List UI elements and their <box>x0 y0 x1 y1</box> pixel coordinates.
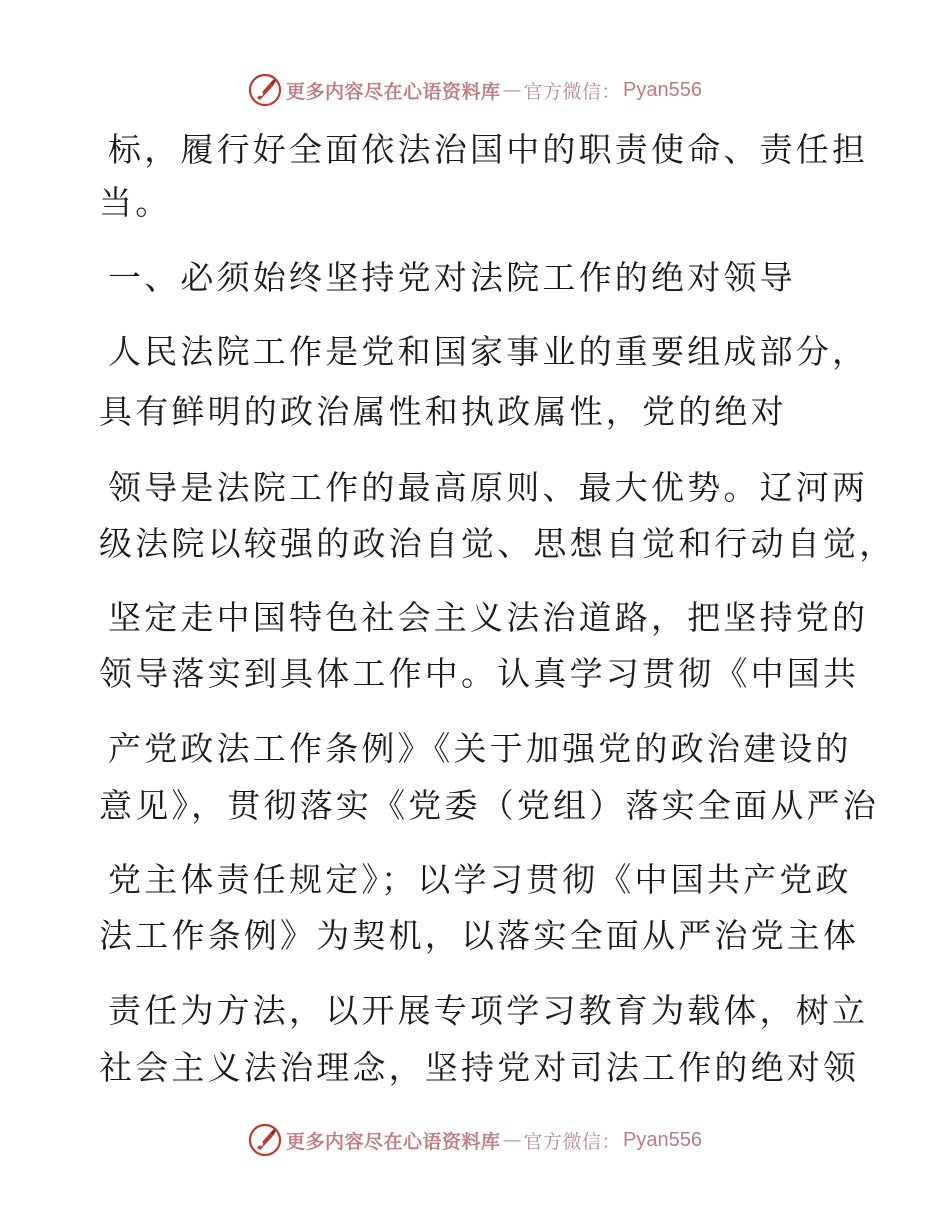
text-line-7: 级法院以较强的政治自觉、思想自觉和行动自觉， <box>99 524 896 563</box>
pen-logo-icon <box>248 1123 282 1157</box>
watermark-wechat-id: Pyan556 <box>623 1128 702 1151</box>
watermark-wechat-label: 官方微信： <box>523 1130 622 1153</box>
text-line-2: 当。 <box>99 183 172 222</box>
watermark-separator: — <box>502 79 522 101</box>
text-line-14: 责任为方法，以开展专项学习教育为载体，树立 <box>108 991 869 1030</box>
watermark-separator: — <box>502 1129 522 1151</box>
text-line-12: 党主体责任规定》；以学习贯彻《中国共产党政 <box>108 860 852 899</box>
text-line-13: 法工作条例》为契机，以落实全面从严治党主体 <box>99 916 860 955</box>
text-line-8: 坚定走中国特色社会主义法治道路，把坚持党的 <box>108 598 869 637</box>
text-line-4: 人民法院工作是党和国家事业的重要组成部分， <box>108 332 869 371</box>
text-line-11: 意见》，贯彻落实《党委（党组）落实全面从严治 <box>99 786 879 825</box>
text-line-5: 具有鲜明的政治属性和执政属性，党的绝对 <box>99 392 787 431</box>
text-line-10: 产党政法工作条例》《关于加强党的政治建设的 <box>108 729 852 768</box>
watermark-wechat-label: 官方微信： <box>523 80 622 103</box>
watermark-site-text: 更多内容尽在心语资料库 <box>286 1130 501 1153</box>
watermark-wechat-id: Pyan556 <box>623 78 702 101</box>
footer-watermark <box>0 1122 950 1158</box>
header-watermark <box>0 72 950 108</box>
text-line-15: 社会主义法治理念，坚持党对司法工作的绝对领 <box>99 1048 860 1087</box>
watermark-site-text: 更多内容尽在心语资料库 <box>286 80 501 103</box>
text-line-9: 领导落实到具体工作中。认真学习贯彻《中国共 <box>99 654 860 693</box>
text-line-6: 领导是法院工作的最高原则、最大优势。辽河两 <box>108 468 869 507</box>
text-line-1: 标，履行好全面依法治国中的职责使命、责任担 <box>108 130 869 169</box>
pen-logo-icon <box>248 73 282 107</box>
section-heading-1: 一、必须始终坚持党对法院工作的绝对领导 <box>108 258 796 297</box>
